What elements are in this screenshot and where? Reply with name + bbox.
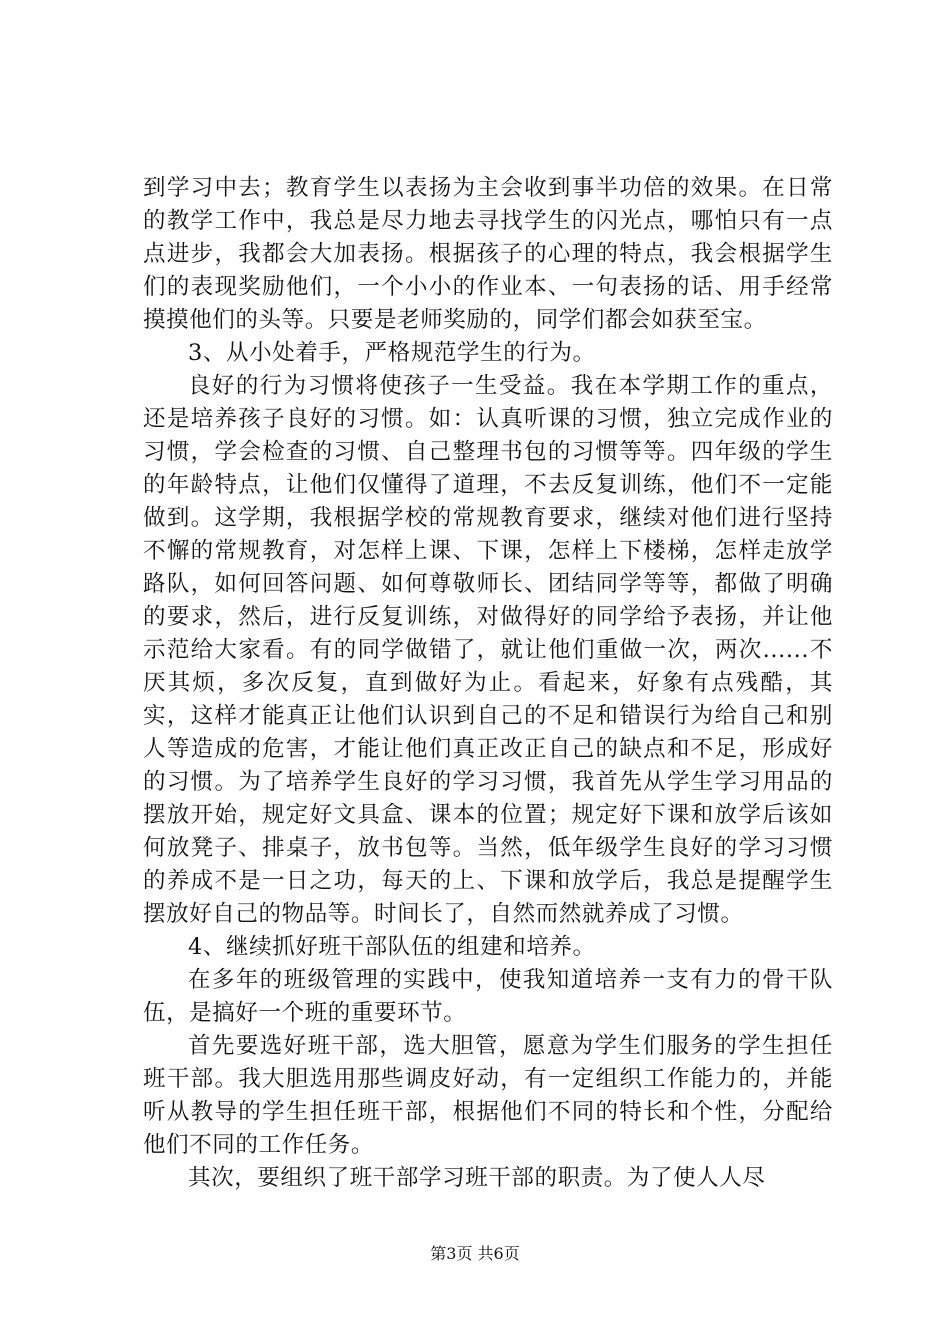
document-body	[143, 172, 833, 1195]
paragraph-praise-continuation: 到学习中去；教育学生以表扬为主会收到事半功倍的效果。在日常的教学工作中，我总是尽力地去寻找学生的闪光点，哪怕只有一点点进步，我都会大加表扬。根据孩子的心理的特点，我会根据学生们的表现奖励他们，一个小小的作业本、一句表扬的话、用手经常摸摸他们的头等。只要是老师奖励的，同学们都会如获至宝。	[143, 175, 833, 333]
page-footer	[0, 1244, 950, 1264]
section-heading-3: 3、从小处着手，严格规范学生的行为。	[188, 340, 596, 366]
paragraph-class-management: 在多年的班级管理的实践中，使我知道培养一支有力的骨干队伍，是搞好一个班的重要环节。	[143, 967, 833, 1026]
page-number-label: 第3页 共6页	[430, 1244, 520, 1263]
paragraph-cadre-duties: 其次，要组织了班干部学习班干部的职责。为了使人人尽	[188, 1165, 766, 1191]
paragraph-habits: 良好的行为习惯将使孩子一生受益。我在本学期工作的重点，还是培养孩子良好的习惯。如：认真听课的习惯，独立完成作业的习惯，学会检查的习惯、自己整理书包的习惯等等。四年级的学生的年龄特点，让他们仅懂得了道理，不去反复训练，他们不一定能做到。这学期，我根据学校的常规教育要求，继续对他们进行坚持不懈的常规教育，对怎样上课、下课，怎样上下楼梯，怎样走放学路队，如何回答问题、如何尊敬师长、团结同学等等，都做了明确的要求，然后，进行反复训练，对做得好的同学给予表扬，并让他示范给大家看。有的同学做错了，就让他们重做一次，两次......不厌其烦，多次反复，直到做好为止。看起来，好象有点残酷，其实，这样才能真正让他们认识到自己的不足和错误行为给自己和别人等造成的危害，才能让他们真正改正自己的缺点和不足，形成好的习惯。为了培养学生良好的学习习惯，我首先从学生学习用品的摆放开始，规定好文具盒、课本的位置；规定好下课和放学后该如何放凳子、排桌子，放书包等。当然，低年级学生良好的学习习惯的养成不是一日之功，每天的上、下课和放学后，我总是提醒学生摆放好自己的物品等。时间长了，自然而然就养成了习惯。	[143, 373, 833, 927]
paragraph-select-cadres: 首先要选好班干部，选大胆管，愿意为学生们服务的学生担任班干部。我大胆选用那些调皮好动，有一定组织工作能力的，并能听从教导的学生担任班干部，根据他们不同的特长和个性，分配给他们不同的工作任务。	[143, 1033, 833, 1158]
section-heading-4: 4、继续抓好班干部队伍的组建和培养。	[188, 934, 596, 960]
